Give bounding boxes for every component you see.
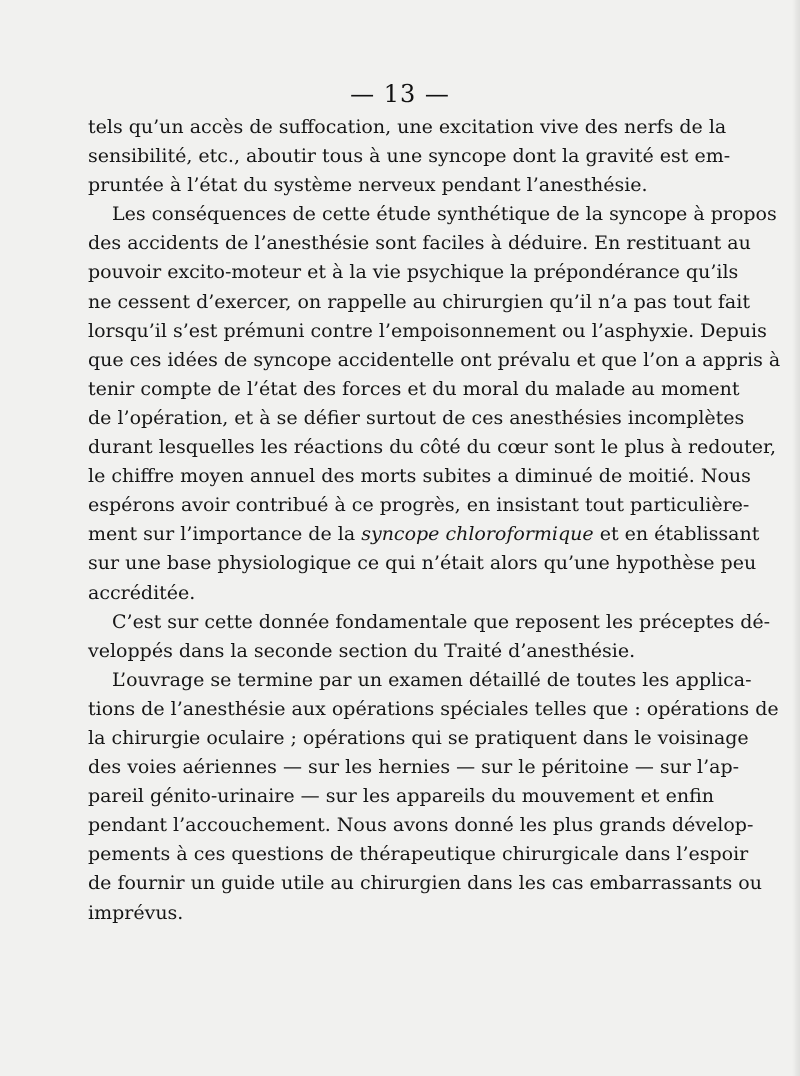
text-line: des voies aériennes — sur les hernies — sur le péritoine — sur l’ap- [88,756,740,779]
text-line: pements à ces questions de thérapeutique chirurgicale dans l’espoir [88,843,749,866]
text-line: tenir compte de l’état des forces et du moral du malade au moment [88,377,740,400]
text-line: de fournir un guide utile au chirurgien dans les cas embarrassants ou [88,872,762,895]
text-line: imprévus. [88,901,184,924]
page-number: — 13 — [350,80,450,108]
text-line: pruntée à l’état du système nerveux pendant l’anesthésie. [88,174,648,197]
text-line: des accidents de l’anesthésie sont faciles à déduire. En restituant au [88,232,751,255]
italic-term: syncope chloroformique [361,523,594,546]
text-line: veloppés dans la seconde section du Traité d’anesthésie. [88,639,636,662]
text-line: le chiffre moyen annuel des morts subites a diminué de moitié. Nous [88,465,751,488]
text-line: C’est sur cette donnée fondamentale que reposent les préceptes dé- [112,610,771,633]
body-text [88,113,781,928]
page-edge-shadow [792,0,800,1076]
text-line: lorsqu’il s’est prémuni contre l’empoisonnement ou l’asphyxie. Depuis [88,319,767,342]
text-line: de l’opération, et à se défier surtout de ces anesthésies incomplètes [88,406,745,429]
text-line: pouvoir excito-moteur et à la vie psychique la prépondérance qu’ils [88,261,739,284]
text-line: la chirurgie oculaire ; opérations qui se pratiquent dans le voisinage [88,726,749,749]
text-line: tels qu’un accès de suffocation, une excitation vive des nerfs de la [88,116,727,138]
text-line: sensibilité, etc., aboutir tous à une syncope dont la gravité est em- [88,145,731,168]
text-line: L’ouvrage se termine par un examen détaillé de toutes les applica- [112,668,752,691]
text-line: tions de l’anesthésie aux opérations spéciales telles que : opérations de [88,697,779,720]
text-line: espérons avoir contribué à ce progrès, en insistant tout particulière- [88,494,750,517]
text-line: durant lesquelles les réactions du côté du cœur sont le plus à redouter, [88,436,777,459]
text-line: Les conséquences de cette étude synthétique de la syncope à propos [112,203,777,226]
text-line: que ces idées de syncope accidentelle ont prévalu et que l’on a appris à [88,348,781,371]
text-segment: ment sur l’importance de la [88,523,356,546]
text-line: ne cessent d’exercer, on rappelle au chirurgien qu’il n’a pas tout fait [88,290,750,313]
text-line: accréditée. [88,581,196,604]
text-line-with-italic [88,520,760,549]
text-line: sur une base physiologique ce qui n’était alors qu’une hypothèse peu [88,552,757,575]
text-line: pareil génito-urinaire — sur les appareils du mouvement et enfin [88,785,714,808]
text-segment: et en établissant [599,523,760,546]
text-line: pendant l’accouchement. Nous avons donné les plus grands dévelop- [88,814,754,837]
